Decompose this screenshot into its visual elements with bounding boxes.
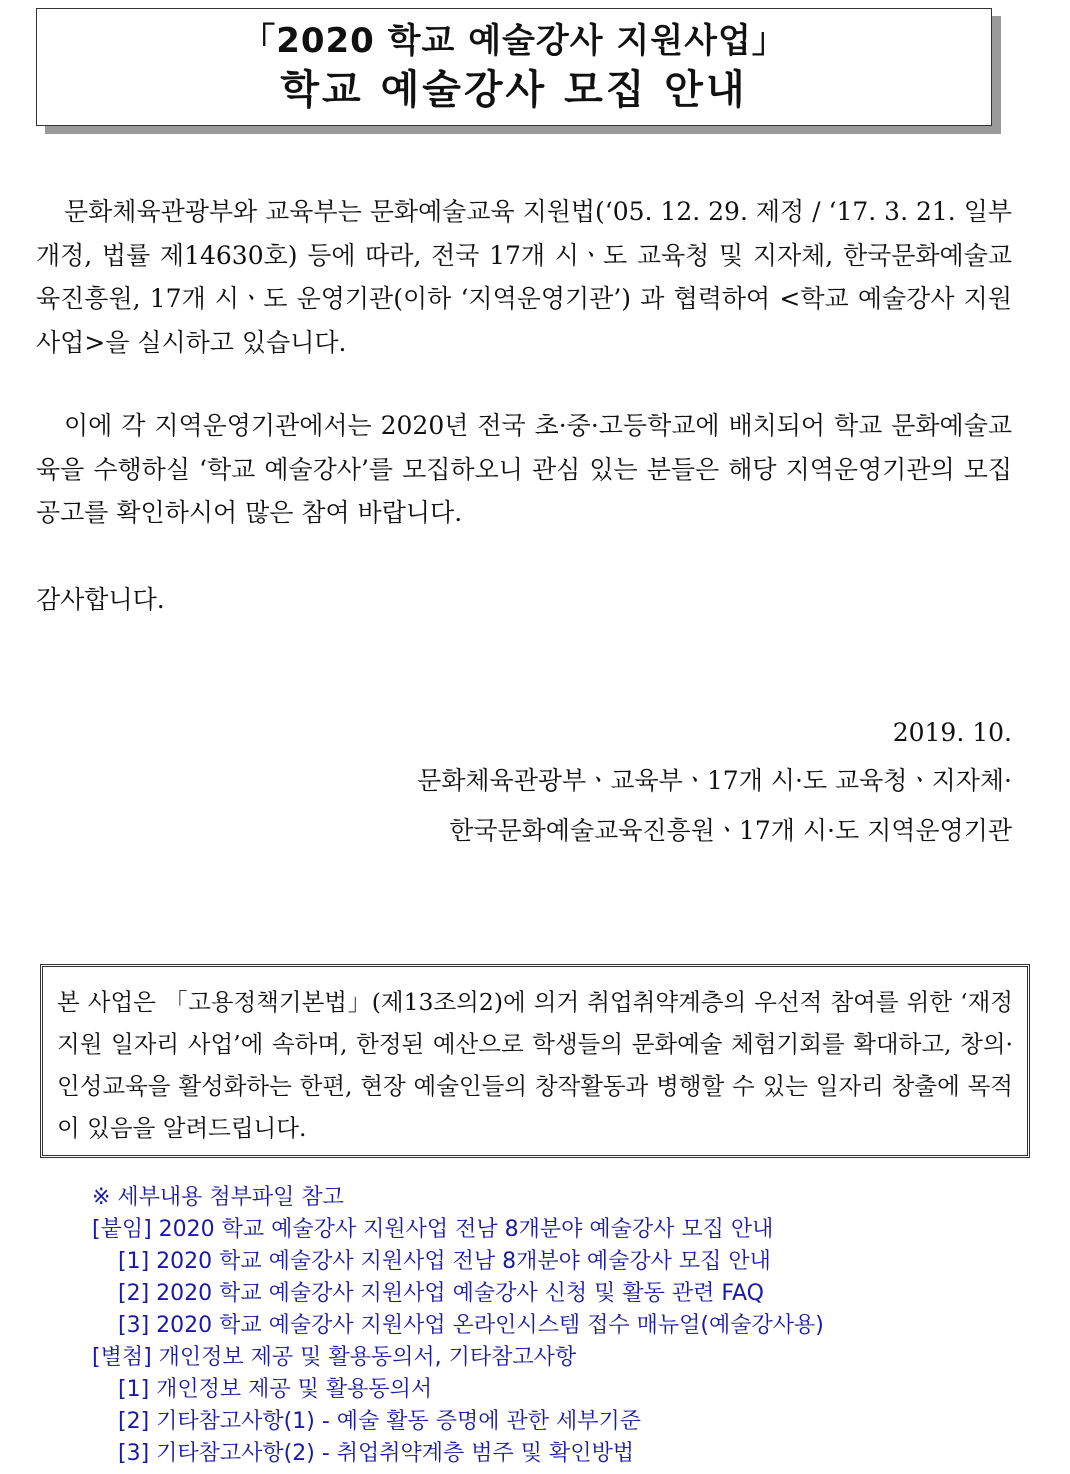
title-line-1: 「2020 학교 예술강사 지원사업」	[241, 21, 787, 61]
title-box	[36, 8, 992, 126]
attachment-item[interactable]: [2] 2020 학교 예술강사 지원사업 예술강사 신청 및 활동 관련 FAQ	[118, 1281, 764, 1306]
attachment-item[interactable]: [1] 개인정보 제공 및 활용동의서	[118, 1377, 433, 1402]
attachment-group-2-header[interactable]: [별첨] 개인정보 제공 및 활용동의서, 기타참고사항	[92, 1345, 577, 1370]
attachment-note: ※ 세부내용 첨부파일 참고	[92, 1185, 344, 1210]
attachment-item[interactable]: [2] 기타참고사항(1) - 예술 활동 증명에 관한 세부기준	[118, 1409, 642, 1434]
body-paragraph-2: 이에 각 지역운영기관에서는 2020년 전국 초·중·고등학교에 배치되어 학교 문화예술교육을 수행하실 ‘학교 예술강사’를 모집하오니 관심 있는 분들은 해당 지역운영기관의 모집공고를 확인하시어 많은 참여 바랍니다.	[36, 411, 1012, 527]
attachment-list	[92, 1182, 1032, 1470]
title-line-2: 학교 예술강사 모집 안내	[280, 67, 748, 113]
body-paragraph-1: 문화체육관광부와 교육부는 문화예술교육 지원법(‘05. 12. 29. 제정 / ‘17. 3. 21. 일부개정, 법률 제14630호) 등에 따라, 전국 17개 시ㆍ도 교육청 및 지자체, 한국문화예술교육진흥원, 17개 시ㆍ도 운영기관(이하 ‘지역운영기관’) 과 협력하여 <학교 예술강사 지원사업>을 실시하고 있습니다.	[36, 197, 1012, 357]
attachment-item[interactable]: [1] 2020 학교 예술강사 지원사업 전남 8개분야 예술강사 모집 안내	[118, 1249, 771, 1274]
notice-text: 본 사업은 「고용정책기본법」(제13조의2)에 의거 취업취약계층의 우선적 참여를 위한 ‘재정지원 일자리 사업’에 속하며, 한정된 예산으로 학생들의 문화예술 체험기회를 확대하고, 창의·인성교육을 활성화하는 한편, 현장 예술인들의 창작활동과 병행할 수 있는 일자리 창출에 목적이 있음을 알려드립니다.	[57, 988, 1013, 1142]
issuer-line-1: 문화체육관광부ㆍ교육부ㆍ17개 시·도 교육청ㆍ지자체·	[417, 766, 1012, 795]
closing-greeting: 감사합니다.	[36, 585, 165, 614]
notice-box	[40, 964, 1030, 1158]
attachment-group-1-header[interactable]: [붙임] 2020 학교 예술강사 지원사업 전남 8개분야 예술강사 모집 안내	[92, 1217, 774, 1242]
issuer-line-2: 한국문화예술교육진흥원ㆍ17개 시·도 지역운영기관	[449, 816, 1012, 845]
issue-date: 2019. 10.	[892, 718, 1012, 747]
attachment-item[interactable]: [3] 기타참고사항(2) - 취업취약계층 범주 및 확인방법	[118, 1441, 635, 1466]
attachment-item[interactable]: [3] 2020 학교 예술강사 지원사업 온라인시스템 접수 매뉴얼(예술강사용)	[118, 1313, 824, 1338]
